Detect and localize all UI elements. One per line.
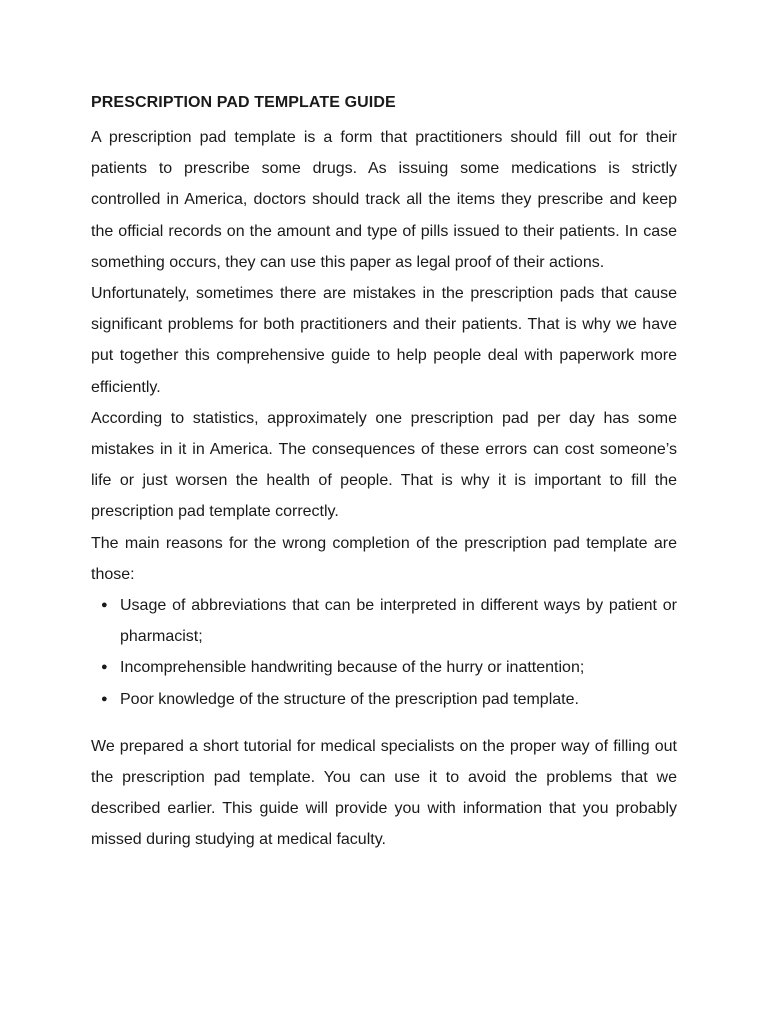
- document-page: [91, 91, 677, 856]
- list-item-text: Usage of abbreviations that can be interpreted in different ways by patient or pharmacist;: [120, 597, 677, 646]
- paragraph-intro: A prescription pad template is a form that practitioners should fill out for their patients to prescribe some drugs. As issuing some medications is strictly controlled in America, doctors should track all the items they prescribe and keep the official records on the amount and type of pills issued to their patients. In case something occurs, they can use this paper as legal proof of their actions.: [91, 129, 677, 271]
- bullet-icon: ●: [101, 661, 108, 674]
- spacer: [91, 715, 677, 731]
- bullet-icon: ●: [101, 599, 108, 612]
- list-item-text: Incomprehensible handwriting because of the hurry or inattention;: [120, 659, 585, 677]
- bullet-icon: ●: [101, 692, 108, 705]
- reasons-list: [91, 590, 677, 715]
- paragraph-reasons: The main reasons for the wrong completion of the prescription pad template are those:: [91, 534, 677, 583]
- list-item: [91, 684, 677, 715]
- list-item: [91, 652, 677, 683]
- list-item-text: Poor knowledge of the structure of the prescription pad template.: [120, 690, 579, 708]
- document-title: PRESCRIPTION PAD TEMPLATE GUIDE: [91, 94, 396, 111]
- paragraph-mistakes: Unfortunately, sometimes there are mistakes in the prescription pads that cause significant problems for both practitioners and their patients. That is why we have put together this comprehensive guide to help people deal with paperwork more efficiently.: [91, 285, 677, 396]
- list-item: [91, 590, 677, 652]
- paragraph-closing: We prepared a short tutorial for medical specialists on the proper way of filling out the prescription pad template. You can use it to avoid the problems that we described earlier. This guide will provide you with information that you probably missed during studying at medical faculty.: [91, 737, 677, 849]
- paragraph-statistics: According to statistics, approximately one prescription pad per day has some mistakes in it in America. The consequences of these errors can cost someone’s life or just worsen the health of people. That is why it is important to fill the prescription pad template correctly.: [91, 409, 677, 521]
